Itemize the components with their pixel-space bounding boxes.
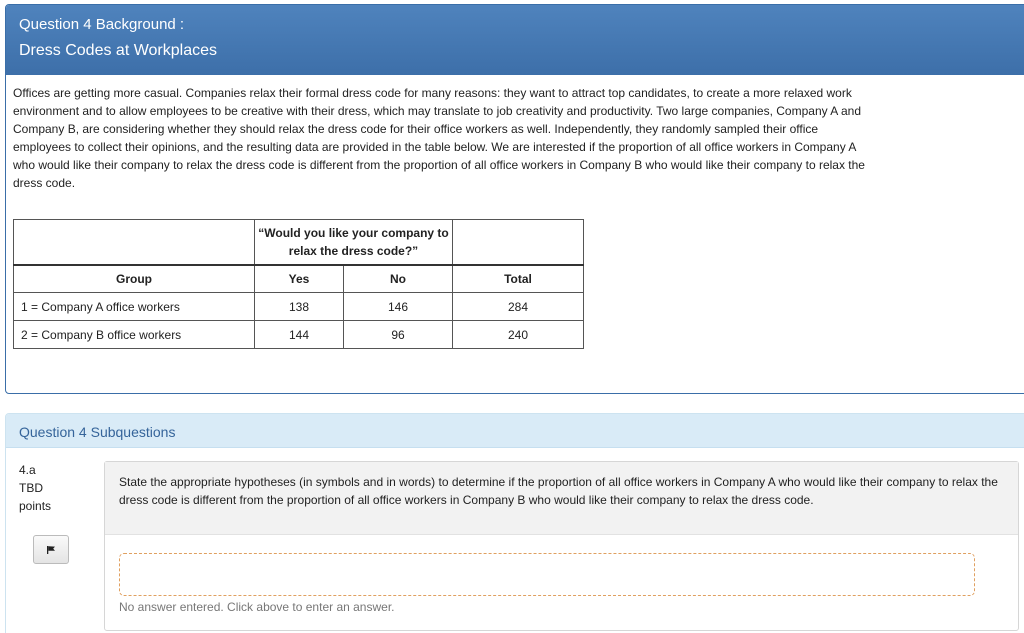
total-cell: 240 bbox=[453, 321, 584, 349]
table-empty-cell bbox=[453, 220, 584, 265]
data-table bbox=[13, 219, 584, 349]
table-row bbox=[14, 293, 584, 321]
background-label: Question 4 Background : bbox=[19, 16, 185, 33]
no-cell: 96 bbox=[344, 321, 453, 349]
column-header-group: Group bbox=[14, 265, 255, 293]
column-header-total: Total bbox=[453, 265, 584, 293]
subquestion-points-label: points bbox=[19, 499, 52, 513]
intro-paragraph: Offices are getting more casual. Companies relax their formal dress code for many reasons: they want to attract top candidates, to create a more relaxed work environment and to allow employees to be creative with their dress, which may translate to job creativity and productivity. Two large companies, Company A and Company B, are considering whether they should relax the dress code for their office workers as well. Independently, they randomly sampled their office employees to collect their opinions, and the resulting data are provided in the table below. We are interested if the proportion of all office workers in Company A who would like their company to relax the dress code is different from the proportion of all office workers in Company B who would like their company to relax the dress code. bbox=[13, 86, 865, 190]
subquestion-points-value: TBD bbox=[19, 481, 43, 495]
subquestion-meta bbox=[19, 461, 51, 515]
table-corner-cell bbox=[14, 220, 255, 265]
answer-status: No answer entered. Click above to enter an answer. bbox=[119, 600, 395, 614]
answer-input[interactable] bbox=[119, 553, 975, 596]
yes-cell: 144 bbox=[255, 321, 344, 349]
column-header-yes: Yes bbox=[255, 265, 344, 293]
subquestion-number: 4.a bbox=[19, 463, 36, 477]
subquestion-box bbox=[104, 461, 1019, 631]
column-header-no: No bbox=[344, 265, 453, 293]
subquestion-prompt: State the appropriate hypotheses (in symbols and in words) to determine if the proportion of all office workers in Company A who would like their company to relax the dress code is different from the proportion of all office workers in Company B who would like their company to relax the dress code. bbox=[105, 462, 1018, 535]
background-title: Dress Codes at Workplaces bbox=[19, 42, 217, 59]
subquestions-panel bbox=[5, 413, 1024, 633]
survey-question-header: “Would you like your company to relax the dress code?” bbox=[255, 220, 453, 265]
group-cell: 1 = Company A office workers bbox=[14, 293, 255, 321]
flag-button[interactable] bbox=[33, 535, 69, 564]
flag-icon bbox=[46, 545, 56, 555]
background-header bbox=[6, 5, 1024, 75]
group-cell: 2 = Company B office workers bbox=[14, 321, 255, 349]
subquestions-header: Question 4 Subquestions bbox=[6, 414, 1024, 448]
total-cell: 284 bbox=[453, 293, 584, 321]
no-cell: 146 bbox=[344, 293, 453, 321]
table-row bbox=[14, 321, 584, 349]
yes-cell: 138 bbox=[255, 293, 344, 321]
